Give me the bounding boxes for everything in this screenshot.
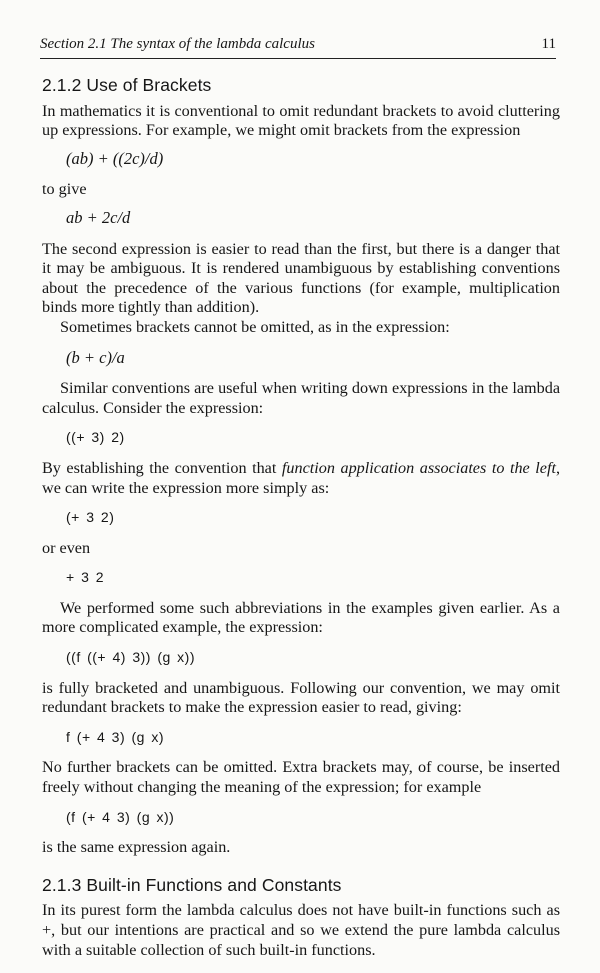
paragraph-same-expression: is the same expression again.: [42, 838, 231, 857]
paragraph-similar-conventions: Similar conventions are useful when writing down expressions in the lambda calculus. Consider the expression:: [42, 379, 560, 417]
page-content: [42, 70, 560, 970]
paragraph-abbreviations: We performed some such abbreviations in the examples given earlier. As a more complicated example, the expression:: [42, 598, 560, 637]
code-expression-3: + 3 2: [66, 569, 105, 586]
paragraph-cannot-omit: Sometimes brackets cannot be omitted, as in the expression:: [60, 317, 450, 336]
paragraph-fully-bracketed: is fully bracketed and unambiguous. Following our convention, we may omit redundant brackets to make the expression easier to read, giving:: [42, 678, 560, 717]
page-number: 11: [541, 36, 556, 52]
paragraph-builtins: In its purest form the lambda calculus does not have built-in functions such as +, but our intentions are practical and so we extend the pure lambda calculus with a suitable collection of such built-in functions.: [42, 901, 560, 959]
convention-text-after: , we can write the expression more simply as:: [42, 458, 560, 497]
convention-text-before: By establishing the convention that: [42, 458, 282, 477]
math-expression-1: (ab) + ((2c)/d): [66, 148, 164, 168]
code-expression-5: f (+ 4 3) (g x): [66, 728, 165, 745]
paragraph-no-further: No further brackets can be omitted. Extra brackets may, of course, be inserted freely without changing the meaning of the expression; for example: [42, 758, 560, 797]
code-expression-1: ((+ 3) 2): [66, 429, 125, 446]
code-expression-6: (f (+ 4 3) (g x)): [66, 808, 175, 825]
running-head: [40, 36, 556, 59]
paragraph-ambiguity: The second expression is easier to read than the first, but there is a danger that it may be ambiguous. It is rendered unambiguous by establishing conventions about the precedence of the various functions (for example, multiplication binds more tightly than addition).: [42, 239, 560, 317]
paragraph-to-give: to give: [42, 180, 87, 199]
paragraph-convention: [42, 459, 560, 498]
running-head-title: Section 2.1 The syntax of the lambda calculus: [40, 36, 315, 52]
code-expression-2: (+ 3 2): [66, 509, 115, 526]
convention-emphasis: function application associates to the left: [281, 458, 556, 477]
math-expression-3: (b + c)/a: [66, 347, 125, 367]
paragraph-intro: In mathematics it is conventional to omit redundant brackets to avoid cluttering up expressions. For example, we might omit brackets from the expression: [42, 101, 560, 140]
paragraph-or-even: or even: [42, 538, 91, 557]
code-expression-4: ((f ((+ 4) 3)) (g x)): [66, 649, 195, 666]
section-heading-builtins: 2.1.3 Built-in Functions and Constants: [42, 874, 342, 895]
section-heading-brackets: 2.1.2 Use of Brackets: [42, 75, 212, 95]
math-expression-2: ab + 2c/d: [66, 207, 131, 227]
